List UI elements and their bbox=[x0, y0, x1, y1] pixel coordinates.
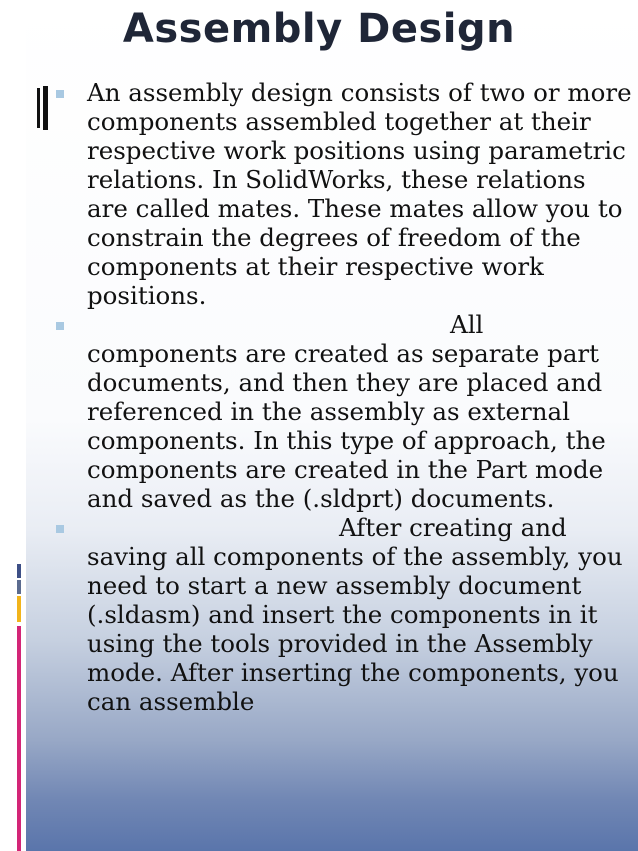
bullet-text-1: An assembly design consists of two or more components assembled together at their respective work positions using parametric relations. In SolidWorks, these relations are called mates. These mates allow you to constrain the degrees of freedom of the components at their respective work positions. bbox=[87, 78, 632, 310]
left-margin bbox=[0, 0, 26, 851]
bullet-list bbox=[52, 78, 632, 716]
bullet-marker-1 bbox=[56, 90, 64, 98]
accent-bar-blue bbox=[17, 564, 21, 578]
bullet-text-3: After creating and saving all components of the assembly, you need to start a new assembly document (.sldasm) and insert the components in it using the tools provided in the Assembly mode. After inserting the components, you can assemble bbox=[87, 513, 623, 716]
bullet-marker-3 bbox=[56, 525, 64, 533]
bullet-text-2: All components are created as separate part documents, and then they are placed and referenced in the assembly as external components. In this type of approach, the components are created in the Part mode and saved as the (.sldprt) documents. bbox=[87, 310, 606, 513]
accent-bar-gold bbox=[17, 596, 21, 622]
slide-title: Assembly Design bbox=[122, 6, 516, 52]
vertical-mark-1 bbox=[37, 88, 40, 128]
accent-bar-magenta bbox=[17, 626, 21, 851]
bullet-item-3 bbox=[52, 513, 632, 716]
accent-bar-slate bbox=[17, 580, 21, 594]
bullet-item-1 bbox=[52, 78, 632, 310]
vertical-mark-2 bbox=[43, 86, 48, 130]
bullet-item-2 bbox=[52, 310, 632, 513]
bullet-marker-2 bbox=[56, 322, 64, 330]
